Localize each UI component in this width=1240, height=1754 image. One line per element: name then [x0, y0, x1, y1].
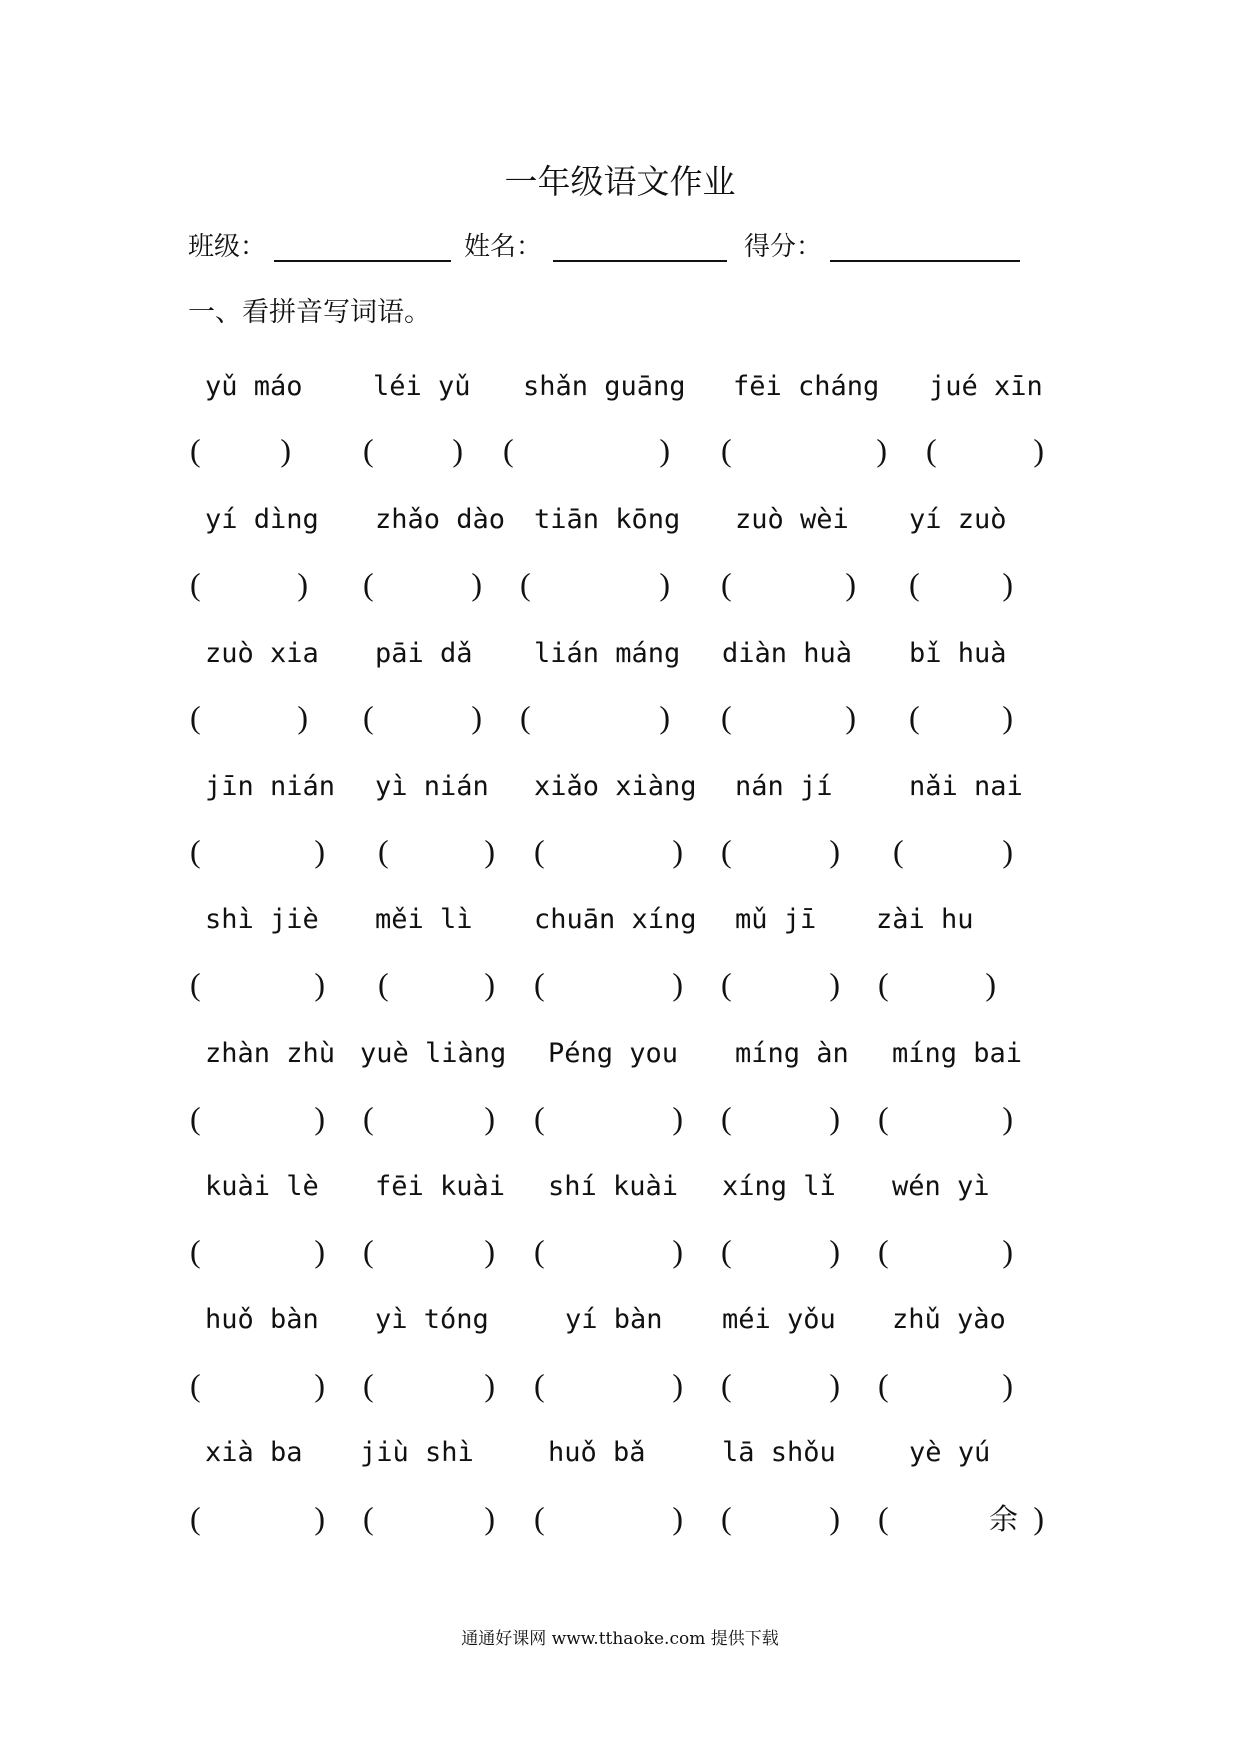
answer-blank[interactable] — [878, 1102, 1013, 1136]
blank-close-paren: ) — [829, 1100, 840, 1136]
pinyin-prompt: mǔ jī — [735, 904, 817, 935]
answer-blank[interactable] — [363, 1235, 495, 1269]
blank-open-paren: ( — [878, 1233, 889, 1269]
blank-close-paren: ) — [1002, 566, 1013, 602]
pinyin-prompt: chuān xíng — [534, 904, 697, 935]
answer-blank[interactable] — [190, 835, 325, 869]
pinyin-prompt: wén yì — [892, 1171, 990, 1202]
answer-blank[interactable] — [190, 434, 291, 468]
blank-open-paren: ( — [378, 833, 389, 869]
blank-close-paren: ) — [471, 566, 482, 602]
answer-blank[interactable] — [378, 835, 495, 869]
answer-blank[interactable] — [721, 1502, 840, 1536]
name-label: 姓名： — [464, 232, 543, 262]
blank-close-paren: ) — [829, 1233, 840, 1269]
blank-open-paren: ( — [363, 1100, 374, 1136]
blank-close-paren: ) — [659, 432, 670, 468]
blank-open-paren: ( — [721, 966, 732, 1002]
pinyin-prompt: xiǎo xiàng — [534, 771, 697, 802]
pinyin-prompt: pāi dǎ — [375, 638, 473, 669]
answer-blank[interactable] — [363, 1502, 495, 1536]
pinyin-prompt: xíng lǐ — [722, 1171, 836, 1202]
pinyin-prompt: méi yǒu — [722, 1304, 836, 1335]
answer-blank[interactable] — [534, 835, 683, 869]
blank-close-paren: ) — [314, 1233, 325, 1269]
pinyin-prompt: yí zuò — [909, 504, 1007, 535]
pinyin-prompt: yì tóng — [375, 1304, 489, 1335]
blank-close-paren: ) — [452, 432, 463, 468]
blank-close-paren: ) — [659, 566, 670, 602]
answer-blank[interactable] — [520, 701, 670, 735]
pinyin-prompt: diàn huà — [722, 638, 853, 669]
pinyin-prompt: zhǔ yào — [892, 1304, 1006, 1335]
blank-close-paren: ) — [829, 966, 840, 1002]
blank-open-paren: ( — [721, 432, 732, 468]
pinyin-prompt: tiān kōng — [534, 504, 681, 535]
answer-blank[interactable] — [534, 968, 683, 1002]
blank-open-paren: ( — [190, 1233, 201, 1269]
blank-open-paren: ( — [534, 1367, 545, 1403]
answer-blank[interactable] — [878, 968, 996, 1002]
answer-blank[interactable] — [878, 1369, 1013, 1403]
blank-open-paren: ( — [190, 699, 201, 735]
answer-blank[interactable] — [534, 1102, 683, 1136]
blank-open-paren: ( — [878, 1500, 889, 1536]
blank-close-paren: ) — [672, 966, 683, 1002]
blank-open-paren: ( — [534, 1233, 545, 1269]
blank-open-paren: ( — [909, 566, 920, 602]
blank-close-paren: ) — [845, 566, 856, 602]
blank-open-paren: ( — [534, 833, 545, 869]
blank-close-paren: ) — [1033, 432, 1044, 468]
pinyin-prompt: zuò wèi — [735, 504, 849, 535]
class-field[interactable] — [274, 233, 451, 262]
pinyin-prompt: míng bai — [892, 1038, 1023, 1069]
pinyin-prompt: zuò xia — [205, 638, 319, 669]
answer-blank[interactable] — [363, 1102, 495, 1136]
pinyin-prompt: jīn nián — [205, 771, 336, 802]
footer-source-note: 通通好课网 www.tthaoke.com 提供下载 — [461, 1629, 779, 1649]
blank-close-paren: ) — [1002, 1367, 1013, 1403]
blank-close-paren: ) — [1002, 1100, 1013, 1136]
blank-close-paren: ) — [314, 1100, 325, 1136]
pinyin-prompt: yǔ máo — [205, 371, 303, 402]
pinyin-prompt: jué xīn — [929, 371, 1043, 402]
blank-open-paren: ( — [363, 1500, 374, 1536]
blank-open-paren: ( — [926, 432, 937, 468]
blank-open-paren: ( — [363, 1367, 374, 1403]
blank-open-paren: ( — [190, 566, 201, 602]
blank-close-paren: ) — [484, 1367, 495, 1403]
blank-open-paren: ( — [721, 1500, 732, 1536]
pinyin-prompt: fēi kuài — [375, 1171, 506, 1202]
answer-blank[interactable] — [190, 1502, 325, 1536]
answer-blank[interactable] — [534, 1502, 683, 1536]
pinyin-prompt: nǎi nai — [909, 771, 1023, 802]
blank-open-paren: ( — [503, 432, 514, 468]
answer-input[interactable]: 余 — [988, 1502, 1018, 1536]
blank-close-paren: ) — [484, 833, 495, 869]
pinyin-prompt: lián máng — [534, 638, 681, 669]
pinyin-prompt: yí dìng — [205, 504, 319, 535]
blank-close-paren: ) — [314, 1367, 325, 1403]
blank-open-paren: ( — [190, 966, 201, 1002]
blank-open-paren: ( — [721, 833, 732, 869]
answer-blank[interactable] — [878, 1502, 1044, 1536]
pinyin-prompt: míng àn — [735, 1038, 849, 1069]
blank-close-paren: ) — [297, 699, 308, 735]
pinyin-prompt: fēi cháng — [733, 371, 880, 402]
blank-close-paren: ) — [876, 432, 887, 468]
blank-open-paren: ( — [721, 1233, 732, 1269]
pinyin-prompt: měi lì — [375, 904, 473, 935]
blank-close-paren: ) — [484, 1233, 495, 1269]
blank-open-paren: ( — [534, 1100, 545, 1136]
blank-close-paren: ) — [297, 566, 308, 602]
blank-open-paren: ( — [721, 1100, 732, 1136]
pinyin-prompt: léi yǔ — [373, 371, 471, 402]
answer-blank[interactable] — [721, 701, 856, 735]
blank-open-paren: ( — [909, 699, 920, 735]
pinyin-prompt: zhàn zhù — [205, 1038, 336, 1069]
section-heading: 一、看拼音写词语。 — [188, 297, 431, 328]
answer-blank[interactable] — [878, 1235, 1013, 1269]
blank-close-paren: ) — [314, 833, 325, 869]
score-field[interactable] — [830, 233, 1020, 262]
pinyin-prompt: shǎn guāng — [523, 371, 686, 402]
blank-close-paren: ) — [829, 833, 840, 869]
blank-close-paren: ) — [314, 966, 325, 1002]
answer-blank[interactable] — [534, 1369, 683, 1403]
answer-blank[interactable] — [190, 968, 325, 1002]
blank-open-paren: ( — [721, 566, 732, 602]
blank-open-paren: ( — [363, 699, 374, 735]
blank-open-paren: ( — [534, 1500, 545, 1536]
blank-close-paren: ) — [1002, 833, 1013, 869]
answer-blank[interactable] — [190, 1369, 325, 1403]
pinyin-prompt: yì nián — [375, 771, 489, 802]
answer-blank[interactable] — [721, 568, 856, 602]
pinyin-prompt: huǒ bàn — [205, 1304, 319, 1335]
pinyin-prompt: zài hu — [876, 904, 974, 935]
answer-blank[interactable] — [520, 568, 670, 602]
blank-open-paren: ( — [190, 1367, 201, 1403]
pinyin-prompt: nán jí — [735, 771, 833, 802]
blank-open-paren: ( — [520, 699, 531, 735]
blank-open-paren: ( — [363, 432, 374, 468]
blank-open-paren: ( — [190, 1100, 201, 1136]
blank-open-paren: ( — [878, 1367, 889, 1403]
blank-close-paren: ) — [672, 833, 683, 869]
answer-blank[interactable] — [190, 1102, 325, 1136]
blank-close-paren: ) — [280, 432, 291, 468]
answer-blank[interactable] — [721, 835, 840, 869]
answer-blank[interactable] — [721, 434, 887, 468]
blank-open-paren: ( — [190, 833, 201, 869]
answer-blank[interactable] — [363, 701, 482, 735]
blank-close-paren: ) — [471, 699, 482, 735]
blank-open-paren: ( — [363, 1233, 374, 1269]
blank-open-paren: ( — [520, 566, 531, 602]
answer-blank[interactable] — [503, 434, 670, 468]
blank-open-paren: ( — [878, 1100, 889, 1136]
blank-close-paren: ) — [829, 1367, 840, 1403]
answer-blank[interactable] — [721, 1102, 840, 1136]
blank-open-paren: ( — [721, 1367, 732, 1403]
blank-close-paren: ) — [1002, 699, 1013, 735]
answer-blank[interactable] — [363, 434, 463, 468]
pinyin-prompt: jiù shì — [360, 1437, 474, 1468]
answer-blank[interactable] — [926, 434, 1044, 468]
answer-blank[interactable] — [190, 1235, 325, 1269]
blank-open-paren: ( — [878, 966, 889, 1002]
blank-close-paren: ) — [985, 966, 996, 1002]
pinyin-prompt: zhǎo dào — [375, 504, 506, 535]
blank-close-paren: ) — [1033, 1500, 1044, 1536]
blank-close-paren: ) — [672, 1233, 683, 1269]
blank-close-paren: ) — [829, 1500, 840, 1536]
blank-close-paren: ) — [845, 699, 856, 735]
blank-open-paren: ( — [190, 1500, 201, 1536]
blank-open-paren: ( — [534, 966, 545, 1002]
answer-blank[interactable] — [190, 701, 308, 735]
answer-blank[interactable] — [190, 568, 308, 602]
answer-blank[interactable] — [534, 1235, 683, 1269]
answer-blank[interactable] — [721, 1369, 840, 1403]
blank-open-paren: ( — [190, 432, 201, 468]
blank-close-paren: ) — [672, 1500, 683, 1536]
answer-blank[interactable] — [721, 1235, 840, 1269]
class-label: 班级： — [188, 232, 267, 262]
answer-blank[interactable] — [721, 968, 840, 1002]
pinyin-prompt: lā shǒu — [722, 1437, 836, 1468]
blank-close-paren: ) — [484, 1500, 495, 1536]
answer-blank[interactable] — [909, 701, 1013, 735]
blank-open-paren: ( — [721, 699, 732, 735]
score-label: 得分： — [744, 232, 823, 262]
blank-close-paren: ) — [1002, 1233, 1013, 1269]
blank-close-paren: ) — [314, 1500, 325, 1536]
answer-blank[interactable] — [363, 568, 482, 602]
blank-open-paren: ( — [378, 966, 389, 1002]
pinyin-prompt: bǐ huà — [909, 638, 1007, 669]
answer-blank[interactable] — [378, 968, 495, 1002]
pinyin-prompt: kuài lè — [205, 1171, 319, 1202]
pinyin-prompt: huǒ bǎ — [548, 1437, 646, 1468]
blank-close-paren: ) — [659, 699, 670, 735]
pinyin-prompt: shí kuài — [548, 1171, 679, 1202]
answer-blank[interactable] — [363, 1369, 495, 1403]
pinyin-prompt: Péng you — [548, 1038, 679, 1069]
name-field[interactable] — [553, 233, 727, 262]
pinyin-prompt: shì jiè — [205, 904, 319, 935]
blank-close-paren: ) — [484, 966, 495, 1002]
blank-open-paren: ( — [363, 566, 374, 602]
worksheet-title: 一年级语文作业 — [504, 162, 736, 201]
pinyin-prompt: xià ba — [205, 1437, 303, 1468]
pinyin-prompt: yè yú — [909, 1437, 991, 1468]
blank-open-paren: ( — [893, 833, 904, 869]
pinyin-prompt: yuè liàng — [360, 1038, 507, 1069]
blank-close-paren: ) — [672, 1100, 683, 1136]
pinyin-prompt: yí bàn — [565, 1304, 663, 1335]
answer-blank[interactable] — [909, 568, 1013, 602]
answer-blank[interactable] — [893, 835, 1013, 869]
blank-close-paren: ) — [484, 1100, 495, 1136]
blank-close-paren: ) — [672, 1367, 683, 1403]
